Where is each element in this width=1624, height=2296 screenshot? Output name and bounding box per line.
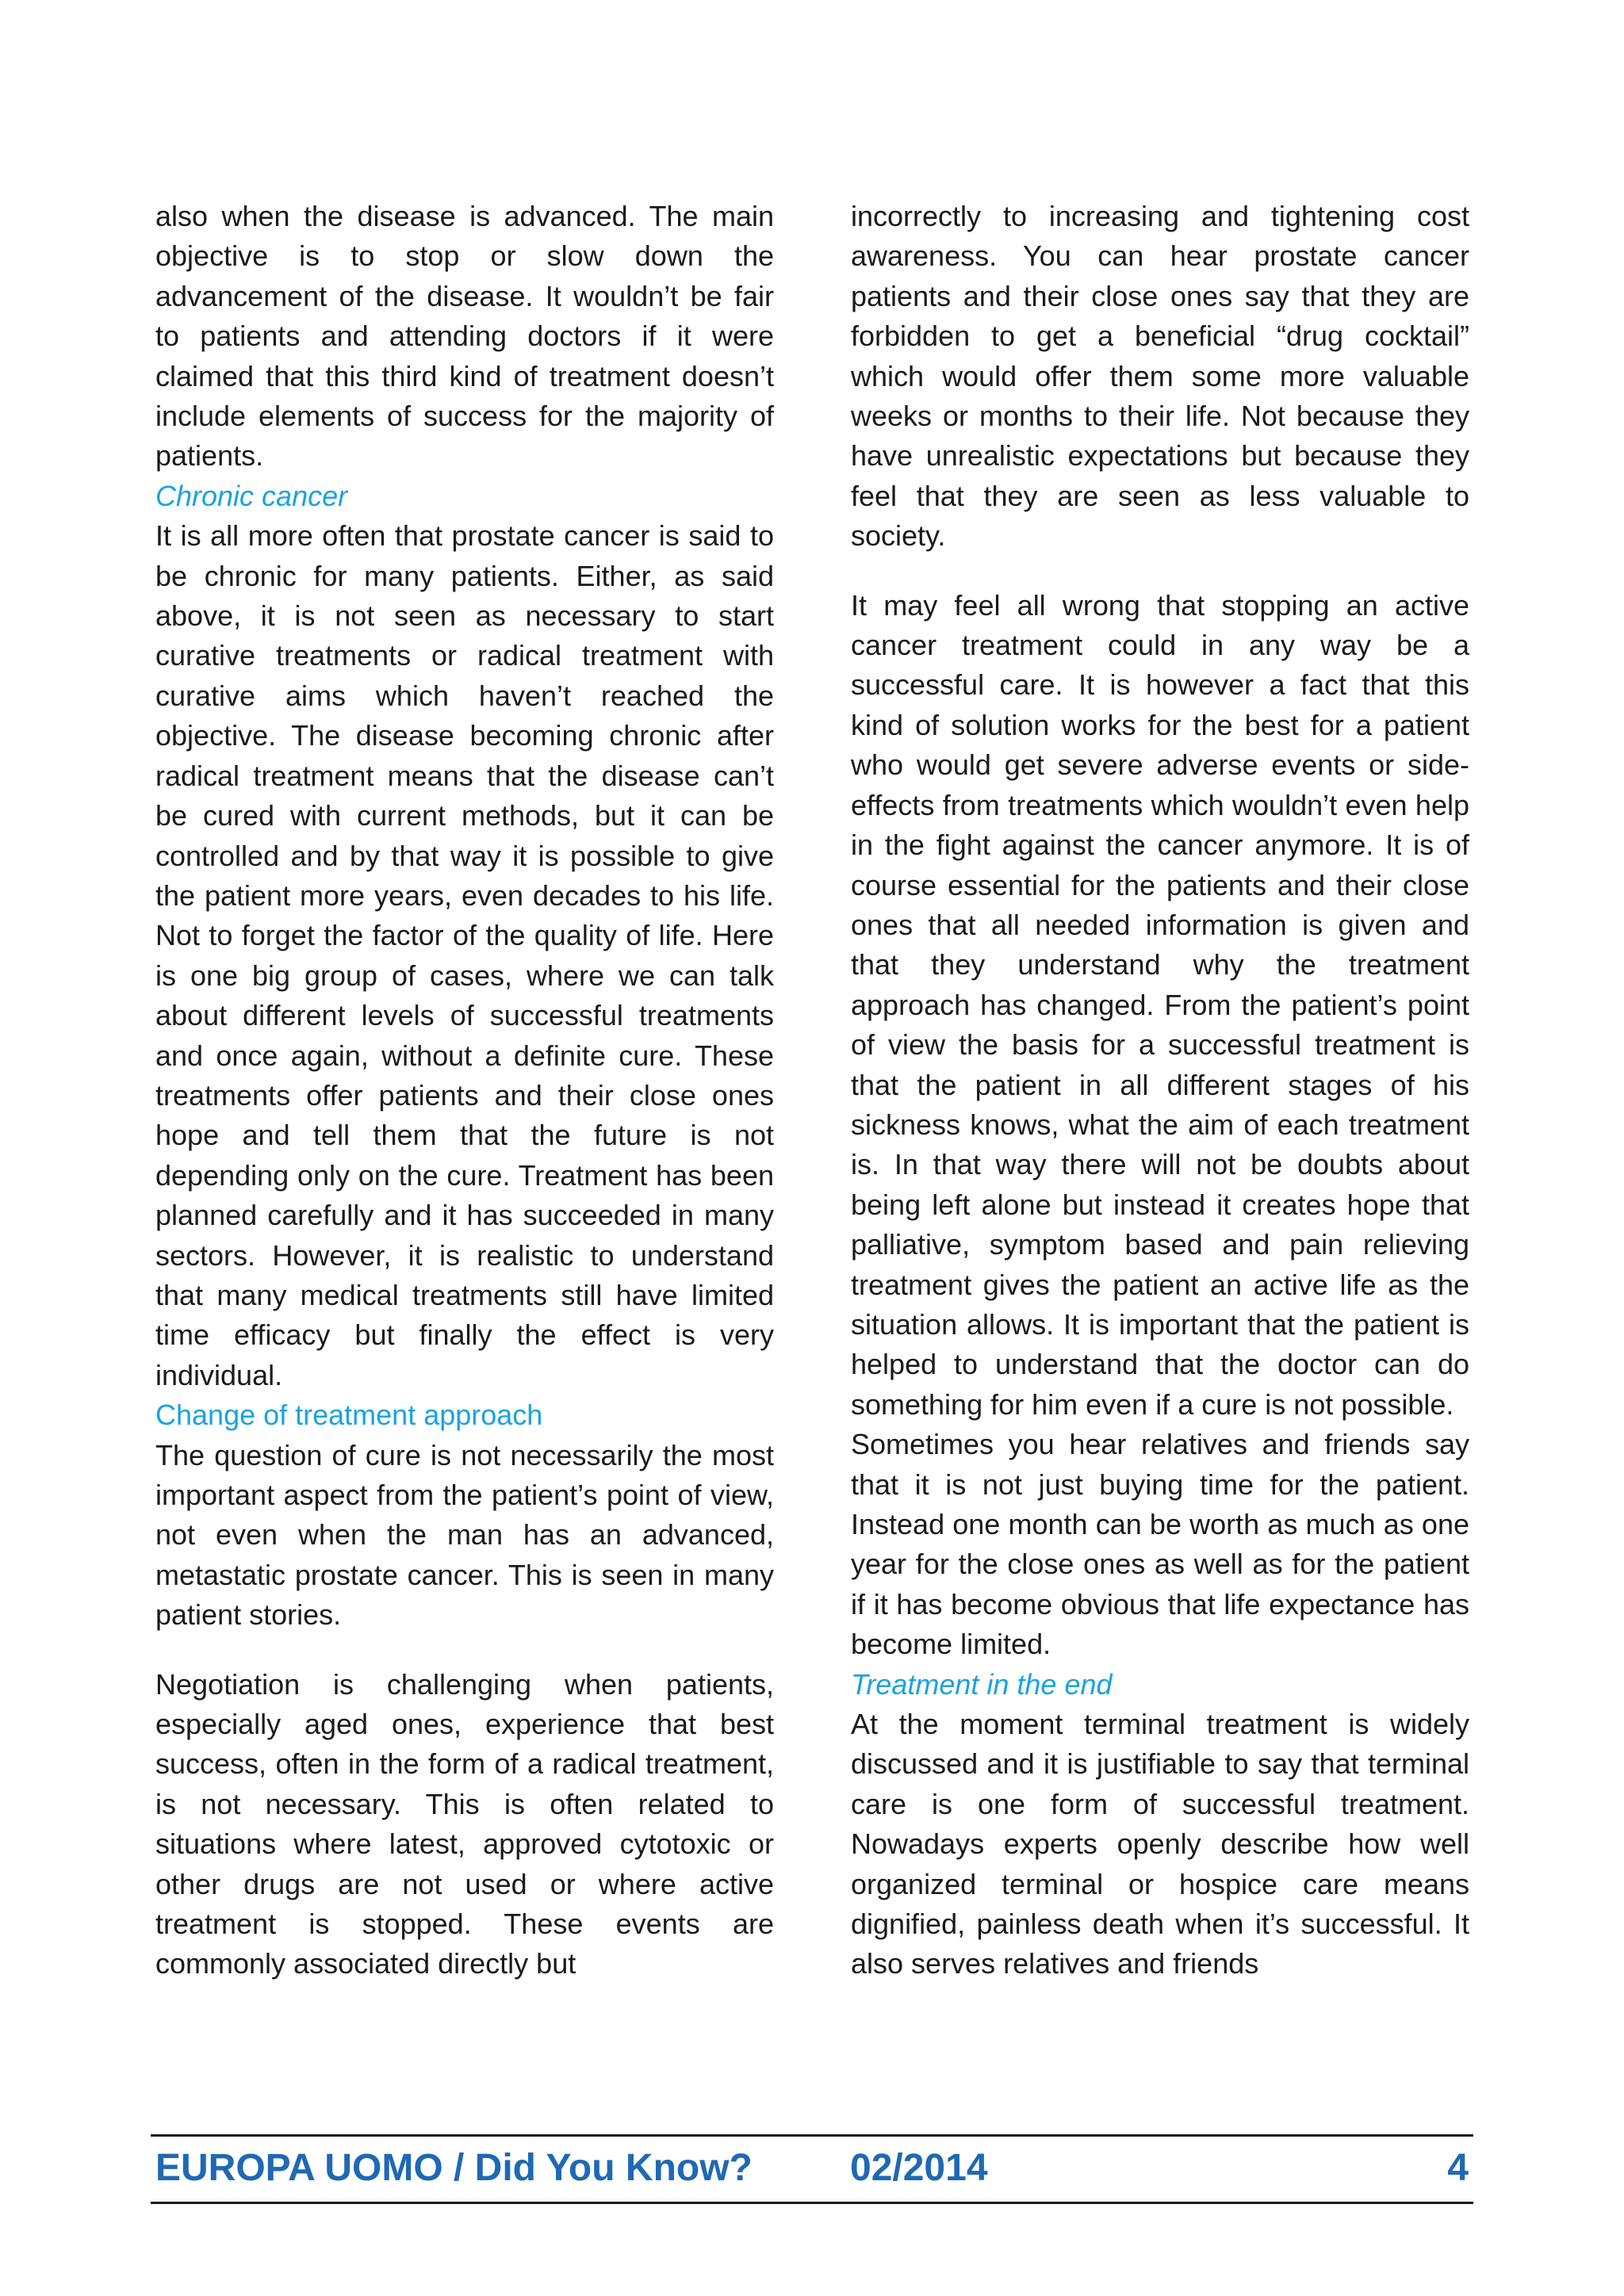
footer-date: 02/2014 — [850, 2147, 988, 2189]
footer-title: EUROPA UOMO / Did You Know? — [155, 2147, 753, 2189]
left-column — [155, 197, 774, 1984]
heading-chronic-cancer: Chronic cancer — [155, 479, 348, 512]
right-column — [851, 197, 1469, 1984]
heading-change-of-treatment-approach: Change of treatment approach — [155, 1399, 543, 1432]
paragraph-negotiation: Negotiation is challenging when patients, especially aged ones, experience that best success, often in the form of a radical treatment, is not necessary. This is often related to situations where latest, approved cytotoxic or other drugs are not used or where active treatment is stopped. These events are commonly associated directly but — [155, 1667, 774, 1980]
footer-page-number: 4 — [1447, 2147, 1469, 2189]
paragraph-buying-time: Sometimes you hear relatives and friends say that it is not just buying time for the patient. Instead one month can be worth as much as one year for the close ones as well as for the patient if it has become obvious that life expectance has become limited. — [851, 1428, 1469, 1661]
heading-treatment-in-the-end: Treatment in the end — [851, 1667, 1113, 1701]
paragraph-advanced-disease: also when the disease is advanced. The main objective is to stop or slow down the advancement of the disease. It wouldn’t be fair to patients and attending doctors if it were claimed that this third kind of treatment doesn’t include elements of success for the majority of patients. — [155, 200, 774, 473]
paragraph-terminal-treatment: At the moment terminal treatment is widely discussed and it is justifiable to say that terminal care is one form of successful treatment. Nowadays experts openly describe how well organized terminal or hospice care means dignified, painless death when it’s successful. It also serves relatives and friends — [851, 1708, 1469, 1980]
paragraph-question-of-cure: The question of cure is not necessarily the most important aspect from the patient’s point of view, not even when the man has an advanced, metastatic prostate cancer. This is seen in many patient stories. — [155, 1438, 774, 1632]
paragraph-cost-awareness: incorrectly to increasing and tightening cost awareness. You can hear prostate cancer patients and their close ones say that they are forbidden to get a beneficial “drug cocktail” which would offer them some more valuable weeks or months to their life. Not because they have unrealistic expectations but because they feel that they are seen as less valuable to society. — [851, 200, 1469, 553]
paragraph-chronic-cancer: It is all more often that prostate cancer is said to be chronic for many patients. Either, as said above, it is not seen as necessary to start curative treatments or radical treatment with curative aims which haven’t reached the objective. The disease becoming chronic after radical treatment means that the disease can’t be cured with current methods, but it can be controlled and by that way it is possible to give the patient more years, even decades to his life. Not to forget the factor of the quality of life. Here is one big group of cases, where we can talk about different levels of successful treatments and once again, without a definite cure. These treatments offer patients and their close ones hope and tell them that the future is not depending only on the cure. Treatment has been planned carefully and it has succeeded in many sectors. However, it is realistic to understand that many medical treatments still have limited time efficacy but finally the effect is very individual. — [155, 519, 774, 1391]
page-footer — [151, 2134, 1473, 2204]
paragraph-stopping-treatment: It may feel all wrong that stopping an active cancer treatment could in any way be a successful care. It is however a fact that this kind of solution works for the best for a patient who would get severe adverse events or side-effects from treatments which wouldn’t even help in the fight against the cancer anymore. It is of course essential for the patients and their close ones that all needed information is given and that they understand why the treatment approach has changed. From the patient’s point of view the basis for a successful treatment is that the patient in all different stages of his sickness knows, what the aim of each treatment is. In that way there will not be doubts about being left alone but instead it creates hope that palliative, symptom based and pain relieving treatment gives the patient an active life as the situation allows. It is important that the patient is helped to understand that the doctor can do something for him even if a cure is not possible. — [851, 588, 1469, 1421]
